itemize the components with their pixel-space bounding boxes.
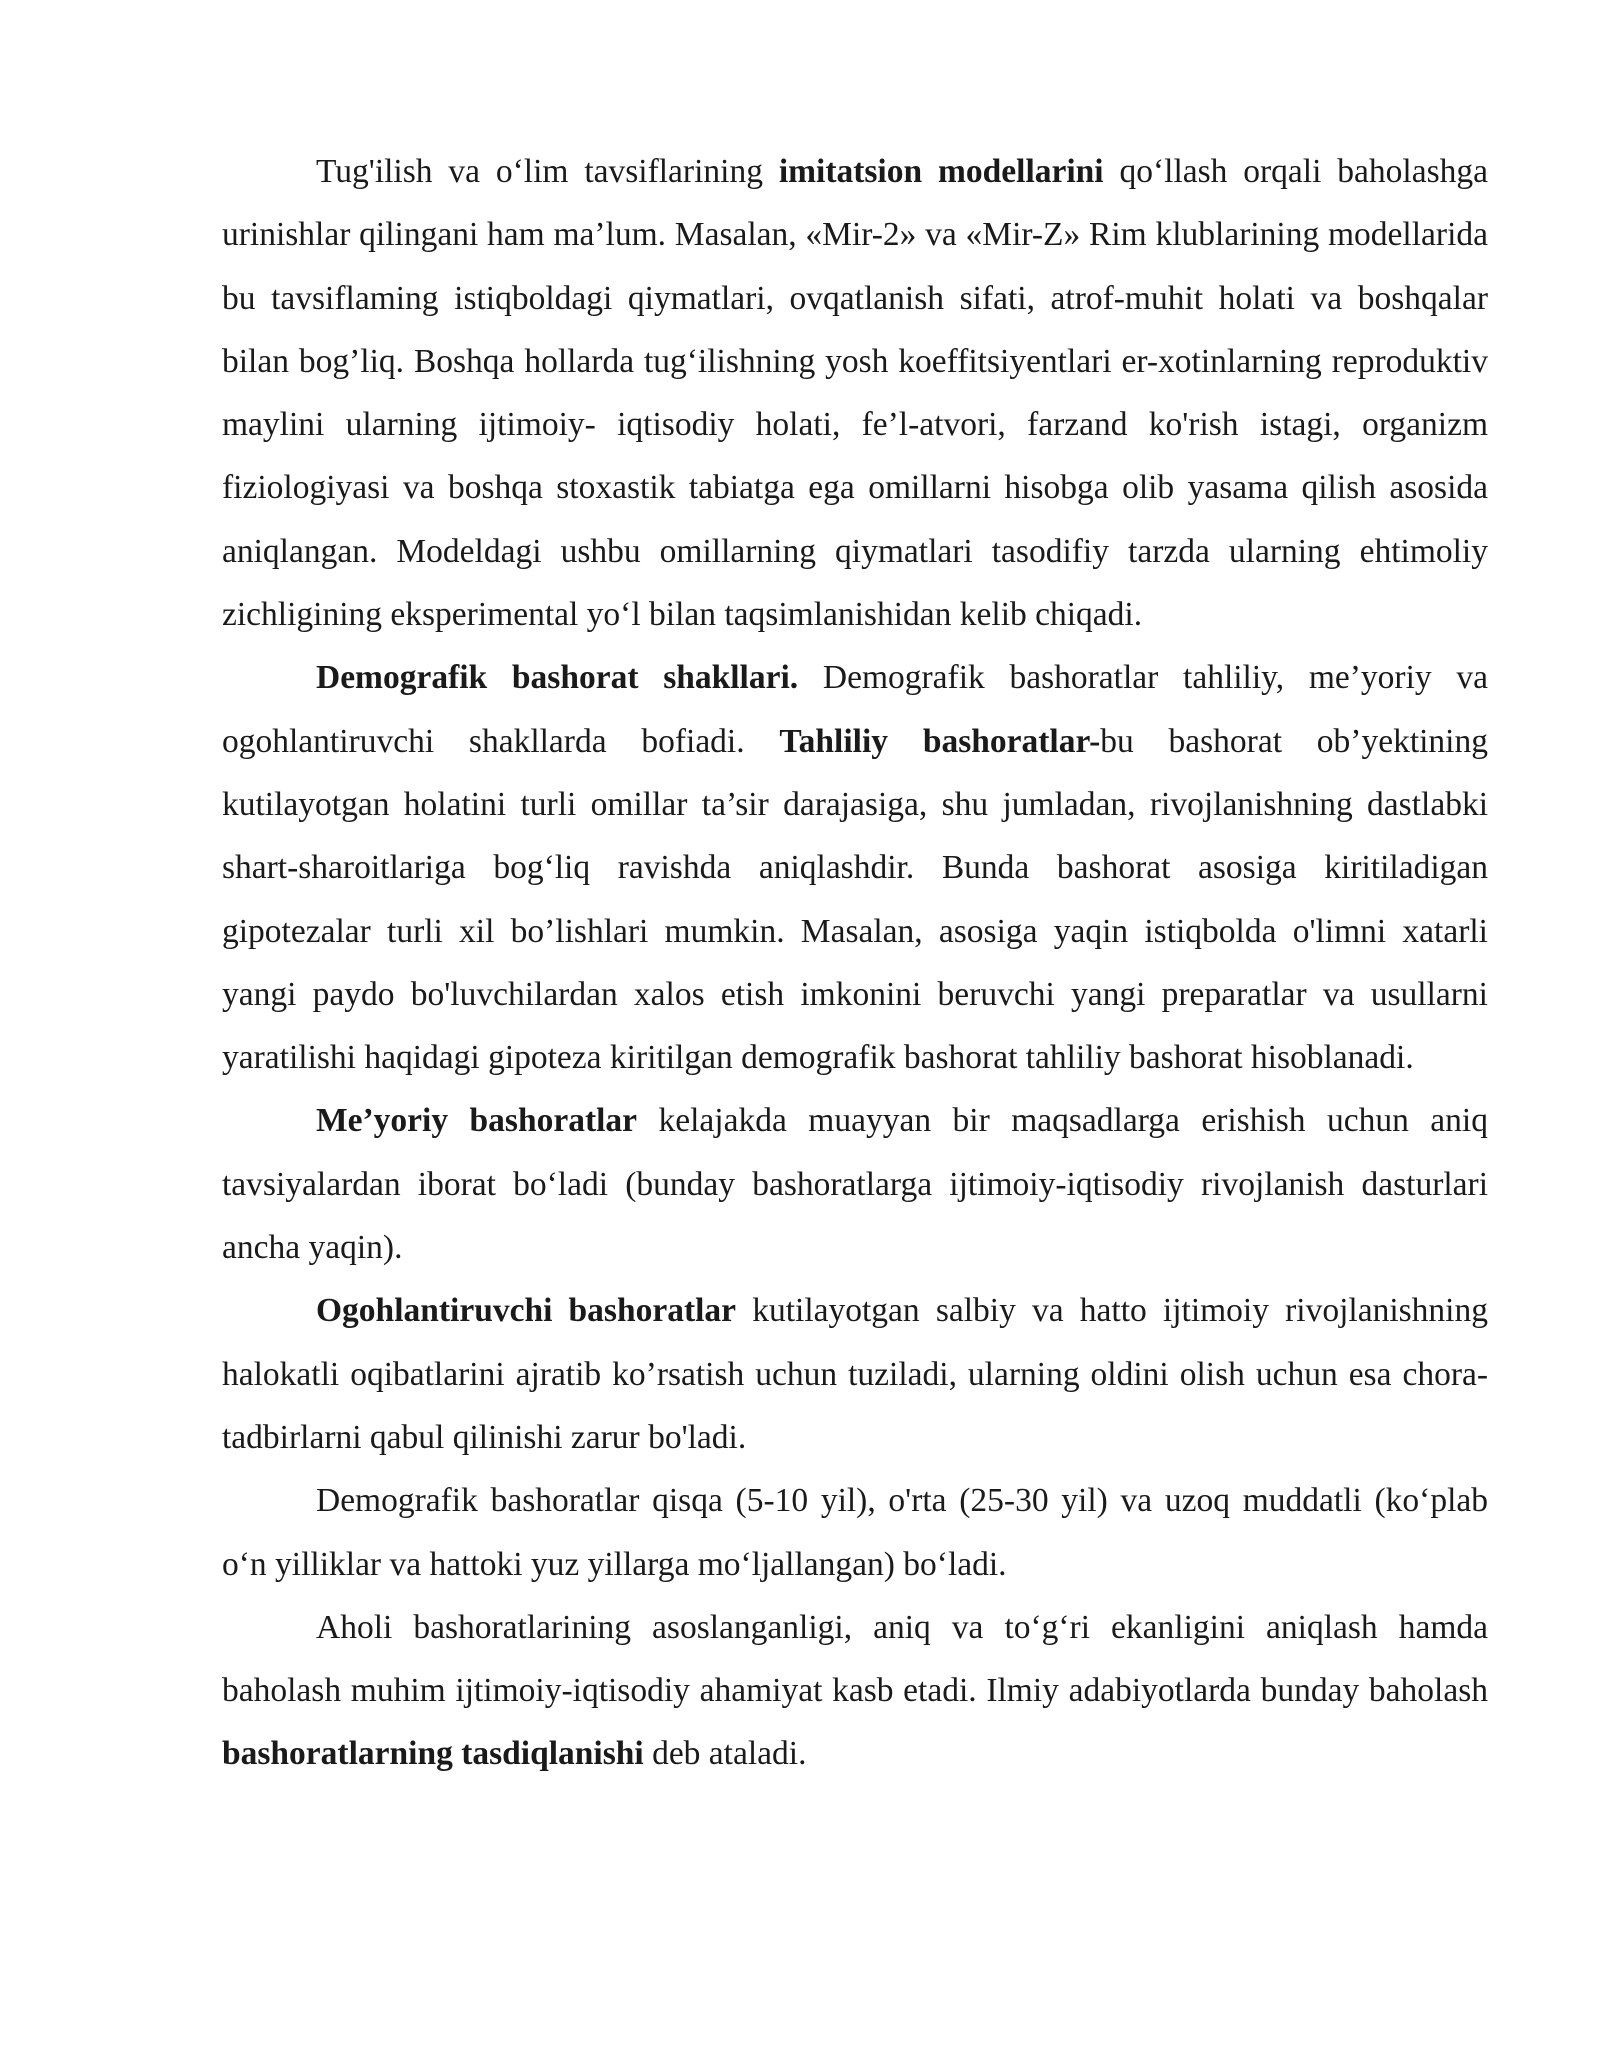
paragraph-forecast-validation	[222, 1596, 1488, 1786]
text-run: kutilayotgan salbiy va hatto ijtimoiy rivojlanishning halokatli oqibatlarini ajratib ko’rsatish uchun tuziladi, ularning oldini olish uchun esa chora-tadbirlarni qabul qilinishi zarur bo'ladi.	[222, 1292, 1488, 1456]
bold-term: Tahliliy bashoratlar-	[779, 722, 1101, 760]
text-run: kelajakda muayyan bir maqsadlarga erishish uchun aniq tavsiyalardan iborat bo‘ladi (bunday bashoratlarga ijtimoiy-iqtisodiy rivojlanish dasturlari ancha yaqin).	[222, 1102, 1488, 1267]
paragraph-forecast-terms	[222, 1469, 1488, 1596]
paragraph-forecast-forms	[222, 646, 1488, 1089]
paragraph-warning-forecasts	[222, 1279, 1488, 1469]
text-run: bu bashorat ob’yektining kutilayotgan holatini turli omillar ta’sir darajasiga, shu jumladan, rivojlanishning dastlabki shart-sharoitlariga bog‘liq ravishda aniqlashdir. Bunda bashorat asosiga kiritiladigan gipotezalar turli xil bo’lishlari mumkin. Masalan, asosiga yaqin istiqbolda o'limni xatarli yangi paydo bo'luvchilardan xalos etish imkonini beruvchi yangi preparatlar va usullarni yaratilishi haqidagi gipoteza kiritilgan demografik bashorat tahliliy bashorat hisoblanadi.	[222, 722, 1488, 1077]
text-run: qo‘llash orqali baholashga urinishlar qilingani ham ma’lum. Masalan, «Mir-2» va «Mir-Z» Rim klublarining modellarida bu tavsiflaming istiqboldagi qiymatlari, ovqatlanish sifati, atrof-muhit holati va boshqalar bilan bog’liq. Boshqa hollarda tug‘ilishning yosh koeffitsiyentlari er-xotinlarning reproduktiv maylini ularning ijtimoiy- iqtisodiy holati, fe’l-atvori, farzand ko'rish istagi, organizm fiziologiyasi va boshqa stoxastik tabiatga ega omillarni hisobga olib yasama qilish asosida aniqlangan. Modeldagi ushbu omillarning qiymatlari tasodifiy tarzda ularning ehtimoliy zichligining eksperimental yo‘l bilan taqsimlanishidan kelib chiqadi.	[222, 153, 1488, 634]
paragraph-normative-forecasts	[222, 1089, 1488, 1279]
text-run: Tug'ilish va o‘lim tavsiflarining	[316, 153, 779, 190]
text-run: Aholi bashoratlarining asoslanganligi, aniq va to‘g‘ri ekanligini aniqlash hamda baholash muhim ijtimoiy-iqtisodiy ahamiyat kasb etadi. Ilmiy adabiyotlarda bunday baholash	[222, 1608, 1488, 1710]
bold-term: Me’yoriy bashoratlar	[316, 1102, 638, 1140]
text-run: Demografik bashoratlar tahliliy, me’yoriy va ogohlantiruvchi shakllarda bofiadi.	[222, 659, 1488, 760]
bold-term: bashoratlarning tasdiqlanishi	[222, 1735, 644, 1773]
section-heading: Demografik bashorat shakllari.	[316, 659, 799, 697]
bold-term: Ogohlantiruvchi bashoratlar	[316, 1292, 737, 1330]
bold-term: imitatsion modellarini	[778, 153, 1104, 190]
text-run: deb ataladi.	[643, 1735, 807, 1773]
document-page	[222, 140, 1488, 1786]
text-run: Demografik bashoratlar qisqa (5-10 yil), o'rta (25-30 yil) va uzoq muddatli (ko‘plab o‘n yilliklar va hattoki yuz yillarga mo‘ljallangan) bo‘ladi.	[222, 1482, 1488, 1583]
paragraph-imitation-models	[222, 140, 1488, 646]
